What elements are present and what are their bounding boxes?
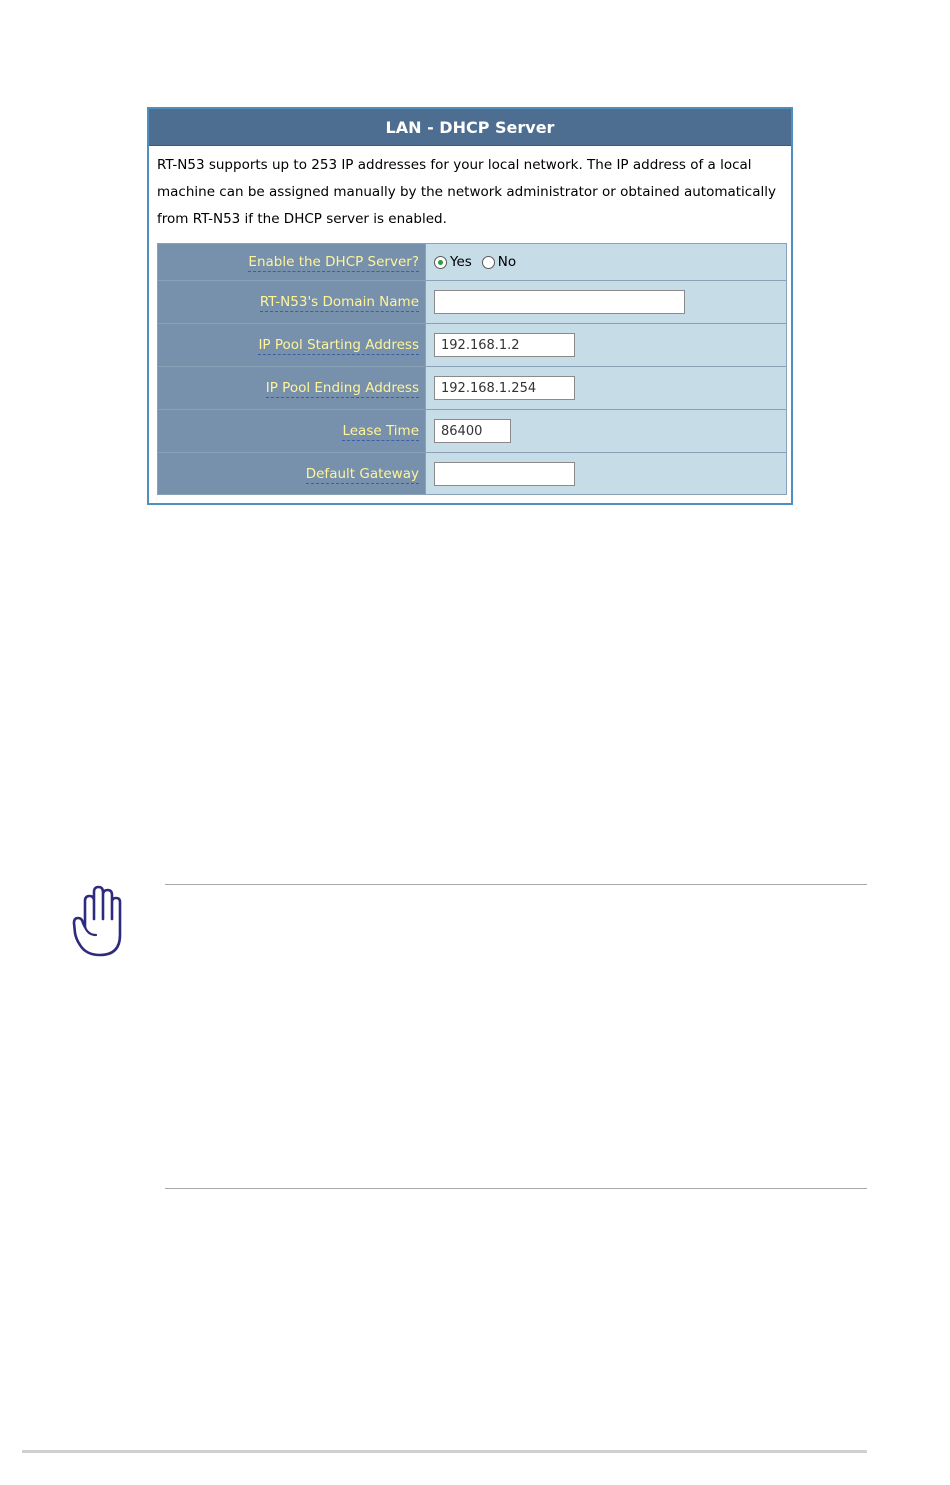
enable-dhcp-label: Enable the DHCP Server? <box>248 254 419 270</box>
ip-pool-start-label: IP Pool Starting Address <box>258 337 419 353</box>
domain-name-input[interactable] <box>434 290 685 314</box>
enable-dhcp-no-label[interactable]: No <box>497 254 517 270</box>
enable-dhcp-yes-radio[interactable] <box>434 256 447 269</box>
domain-name-label: RT-N53's Domain Name <box>259 294 419 310</box>
table-row <box>158 244 787 281</box>
lease-time-label: Lease Time <box>342 423 419 439</box>
dhcp-server-panel <box>147 107 793 505</box>
note-bottom-divider <box>165 1188 867 1189</box>
raised-hand-icon <box>72 885 126 959</box>
table-row <box>158 367 787 410</box>
note-top-divider <box>165 884 867 885</box>
enable-dhcp-yes-label[interactable]: Yes <box>450 254 472 270</box>
panel-title: LAN - DHCP Server <box>149 109 791 146</box>
panel-description: RT-N53 supports up to 253 IP addresses for your local network. The IP address of a local machine can be assigned manually by the network administrator or obtained automatically from RT-N53 if the DHCP server is enabled. <box>157 157 776 227</box>
table-row <box>158 324 787 367</box>
ip-pool-start-input[interactable] <box>434 333 575 357</box>
table-row <box>158 410 787 453</box>
enable-dhcp-radio-group <box>434 254 786 270</box>
lease-time-input[interactable] <box>434 419 511 443</box>
ip-pool-end-input[interactable] <box>434 376 575 400</box>
default-gateway-input[interactable] <box>434 462 575 486</box>
table-row <box>158 281 787 324</box>
ip-pool-end-label: IP Pool Ending Address <box>265 380 419 396</box>
dhcp-settings-table <box>157 243 787 495</box>
default-gateway-label: Default Gateway <box>305 465 419 482</box>
enable-dhcp-no-radio[interactable] <box>482 256 495 269</box>
table-row <box>158 453 787 495</box>
footer-divider <box>22 1450 867 1453</box>
